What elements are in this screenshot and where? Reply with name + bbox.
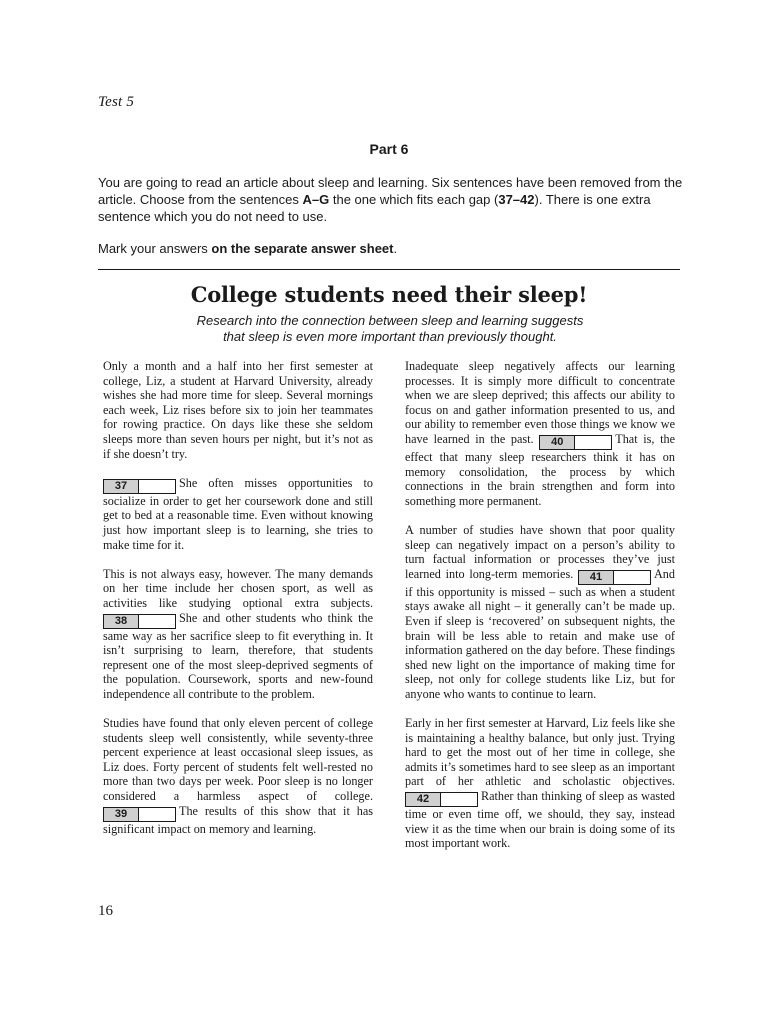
article-paragraph: Inadequate sleep negatively affects our learning processes. It is simply more difficult to concentrate when we are sleep deprived; this affects our ability to focus on and gather information presented to us, and our ability to remember even those things we know we have learned in the past. 40 That is, the effect that many sleep researchers think it has on memory consolidation, the process by which connections in the brain strengthen and form into something more permanent. <box>405 359 675 508</box>
gap-box-42[interactable]: 42 <box>405 792 478 807</box>
article-standfirst: Research into the connection between sleep and learning suggests that sleep is even more important than previously thought. <box>196 313 584 344</box>
article-paragraph: Studies have found that only eleven percent of college students sleep well consistently, while seventy-three percent experience at least occasional sleep issues, as Liz does. Forty percent of students felt well-rested no more than two days per week. Poor sleep is no longer considered a harmless aspect of college. 39 The results of this show that it has significant impact on memory and learning. <box>103 716 373 836</box>
article-paragraph: Only a month and a half into her first semester at college, Liz, a student at Harvard University, already wishes she had more time for sleep. Several mornings each week, Liz rises before six to join her teammates for rowing practice. On days like these she seldom sleeps more than seven hours per night, but it’s not as if she doesn’t try. <box>103 359 373 461</box>
instructions <box>98 174 684 257</box>
gap-box-40[interactable]: 40 <box>539 435 612 450</box>
gap-box-37[interactable]: 37 <box>103 479 176 494</box>
test-label: Test 5 <box>98 94 135 110</box>
instructions-intro: You are going to read an article about sleep and learning. Six sentences have been removed from the article. Choose from the sentences A–G the one which fits each gap (37–42). There is one extra sentence which you do not need to use. <box>98 175 683 224</box>
gap-box-39[interactable]: 39 <box>103 807 176 822</box>
article-paragraph: Early in her first semester at Harvard, Liz feels like she is maintaining a healthy balance, but only just. Trying hard to get the most out of her time in college, she admits it’s sometimes hard to see sleep as an important part of her athletic and scholastic objectives. 42 Rather than thinking of sleep as wasted time or even time off, we should, they say, instead view it as the time when our brain is doing some of its most important work. <box>405 716 675 851</box>
article-paragraph: This is not always easy, however. The many demands on her time include her chosen sport, as well as activities like studying optional extra subjects. 38 She and other students who think the same way as her sacrifice sleep to fit everything in. It isn’t surprising to learn, therefore, that students represent one of the most sleep-deprived segments of the population. Coursework, sports and new-found independence all contribute to the problem. <box>103 566 373 701</box>
gap-box-41[interactable]: 41 <box>578 570 651 585</box>
section-divider <box>98 269 680 270</box>
article-left-column <box>103 359 373 851</box>
article-paragraph: A number of studies have shown that poor quality sleep can negatively impact on a person’s ability to turn factual information or processes they’ve just learned into long-term memories. 41 And if this opportunity is missed – such as when a student stays awake all night – it generally can’t be made up. Even if sleep is ‘recovered’ on subsequent nights, the brain will be less able to retain and make use of information gathered on the day before. These findings shed new light on the importance of making time for sleep, not only for college students like Liz, but for anyone who wants to continue to learn. <box>405 522 675 701</box>
article-headline: College students need their sleep! <box>190 282 588 307</box>
part-title: Part 6 <box>369 141 409 157</box>
article-paragraph: 37 She often misses opportunities to socialize in order to get her coursework done and still get to bed at a reasonable time. Even without knowing just how important sleep is to learning, she tries to make time for it. <box>103 475 373 552</box>
article-right-column <box>405 359 675 865</box>
gap-box-38[interactable]: 38 <box>103 614 176 629</box>
page-number: 16 <box>98 903 113 919</box>
instructions-mark: Mark your answers on the separate answer sheet. <box>98 241 398 256</box>
